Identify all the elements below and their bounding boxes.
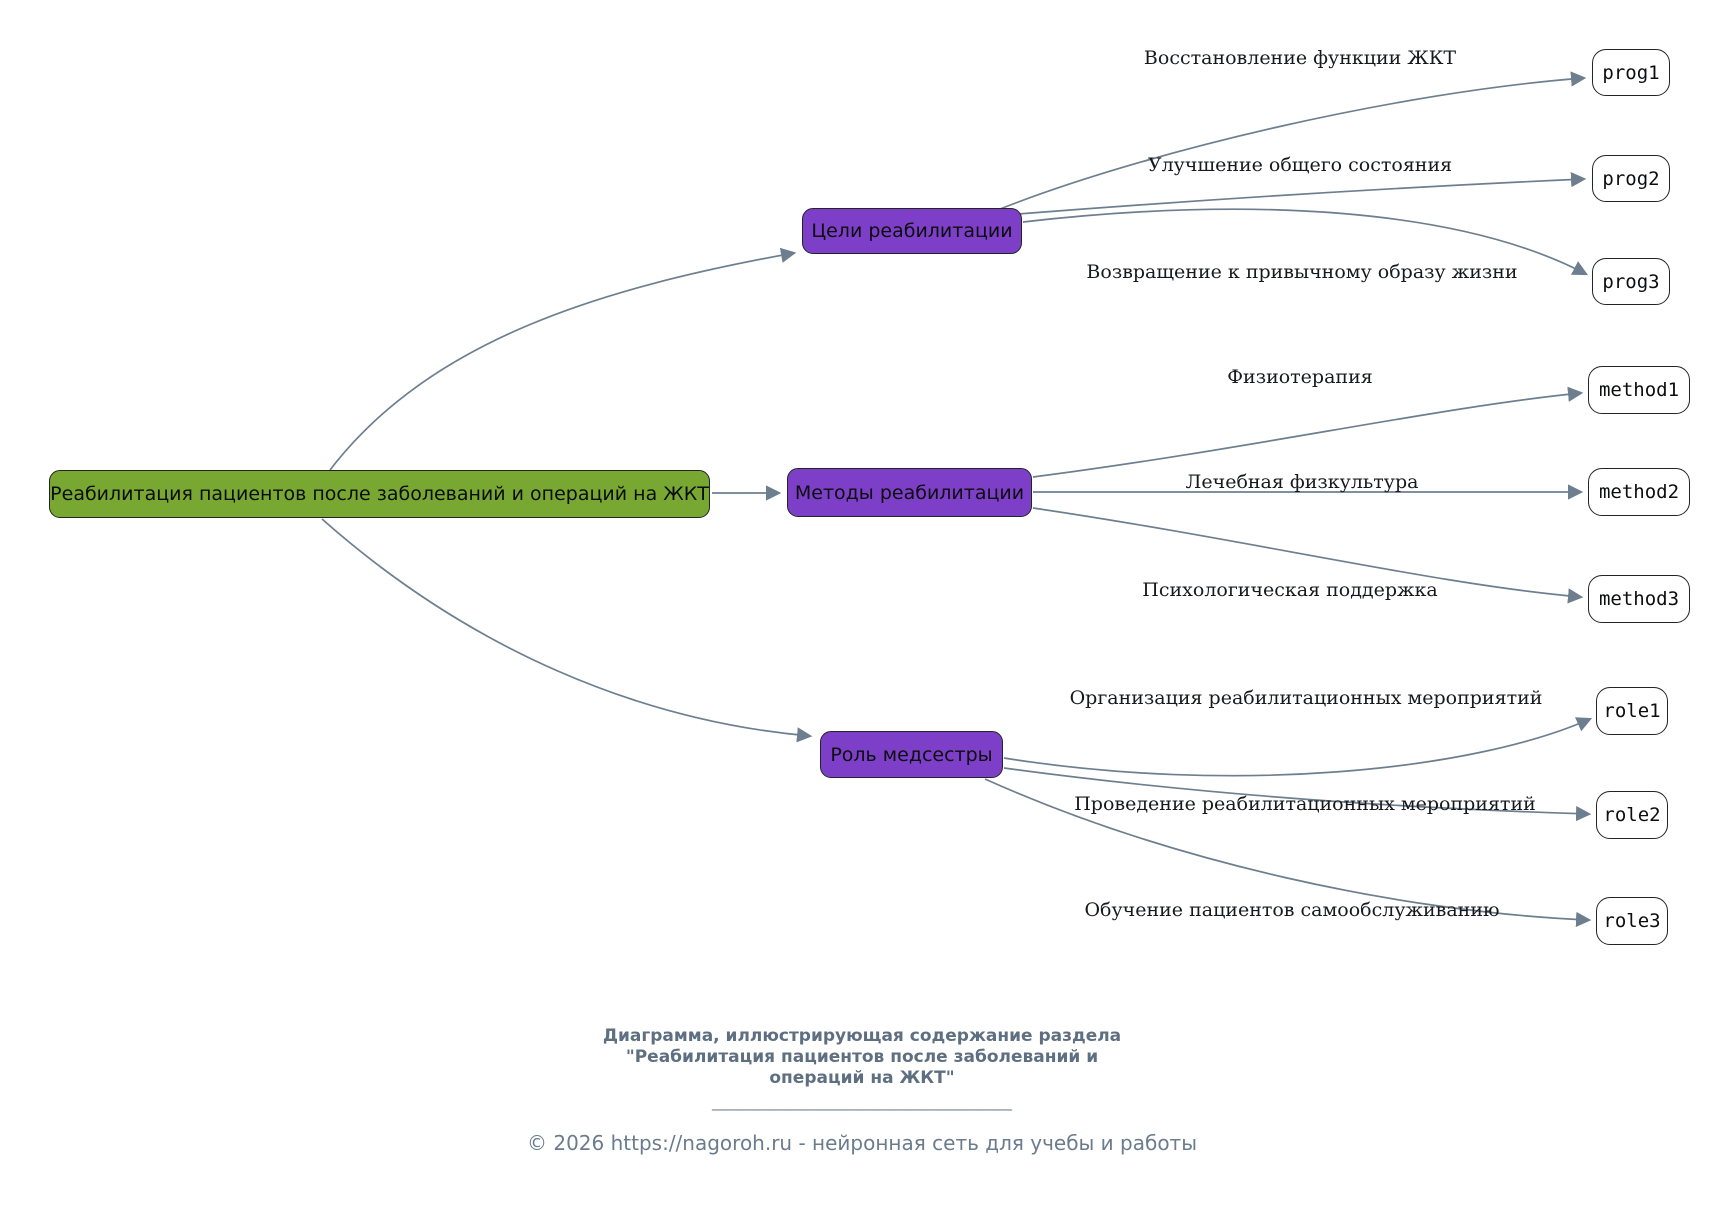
footer-copyright: © 2026 https://nagoroh.ru - нейронная сеть для учебы и работы [526,1131,1198,1155]
edge-goals-prog1 [1000,78,1584,209]
edge-label-method2: Лечебная физкультура [1185,471,1419,493]
footer-caption-line3: операций на ЖКТ" [769,1068,955,1088]
edge-label-method3: Психологическая поддержка [1142,579,1438,601]
root-node: Реабилитация пациентов после заболеваний и операций на ЖКТ [49,470,710,518]
footer-caption-line1: Диаграмма, иллюстрирующая содержание раздела [602,1026,1122,1046]
branch-node-goals: Цели реабилитации [802,208,1022,254]
edge-label-prog3: Возвращение к привычному образу жизни [1086,261,1518,283]
leaf-node-method2: method2 [1588,468,1690,516]
footer-divider: ________________________________________ [711,1093,1012,1111]
leaf-node-prog1: prog1 [1592,49,1670,96]
leaf-node-role2: role2 [1596,791,1668,839]
branch-node-nurse: Роль медсестры [820,731,1003,778]
footer-caption-line2: "Реабилитация пациентов после заболеваний и [625,1047,1099,1067]
edge-root-goals [330,253,794,470]
branch-node-methods: Методы реабилитации [787,468,1032,517]
edge-label-prog2: Улучшение общего состояния [1147,154,1453,176]
edge-label-role1: Организация реабилитационных мероприятий [1069,687,1543,709]
edge-label-prog1: Восстановление функции ЖКТ [1143,47,1457,69]
footer-caption [527,1026,1197,1089]
leaf-node-role3: role3 [1596,897,1668,945]
edge-label-role3: Обучение пациентов самообслуживанию [1084,899,1500,921]
edge-label-method1: Физиотерапия [1227,366,1373,388]
leaf-node-method1: method1 [1588,366,1690,414]
edge-root-nurse [322,519,810,736]
footer [527,1026,1197,1155]
leaf-node-method3: method3 [1588,575,1690,623]
edge-label-role2: Проведение реабилитационных мероприятий [1074,793,1536,815]
edge-nurse-role1 [1004,719,1590,776]
edge-methods-method1 [1033,393,1581,477]
edge-goals-prog2 [1018,179,1584,214]
leaf-node-role1: role1 [1596,687,1668,735]
leaf-node-prog3: prog3 [1592,258,1670,305]
leaf-node-prog2: prog2 [1592,155,1670,202]
